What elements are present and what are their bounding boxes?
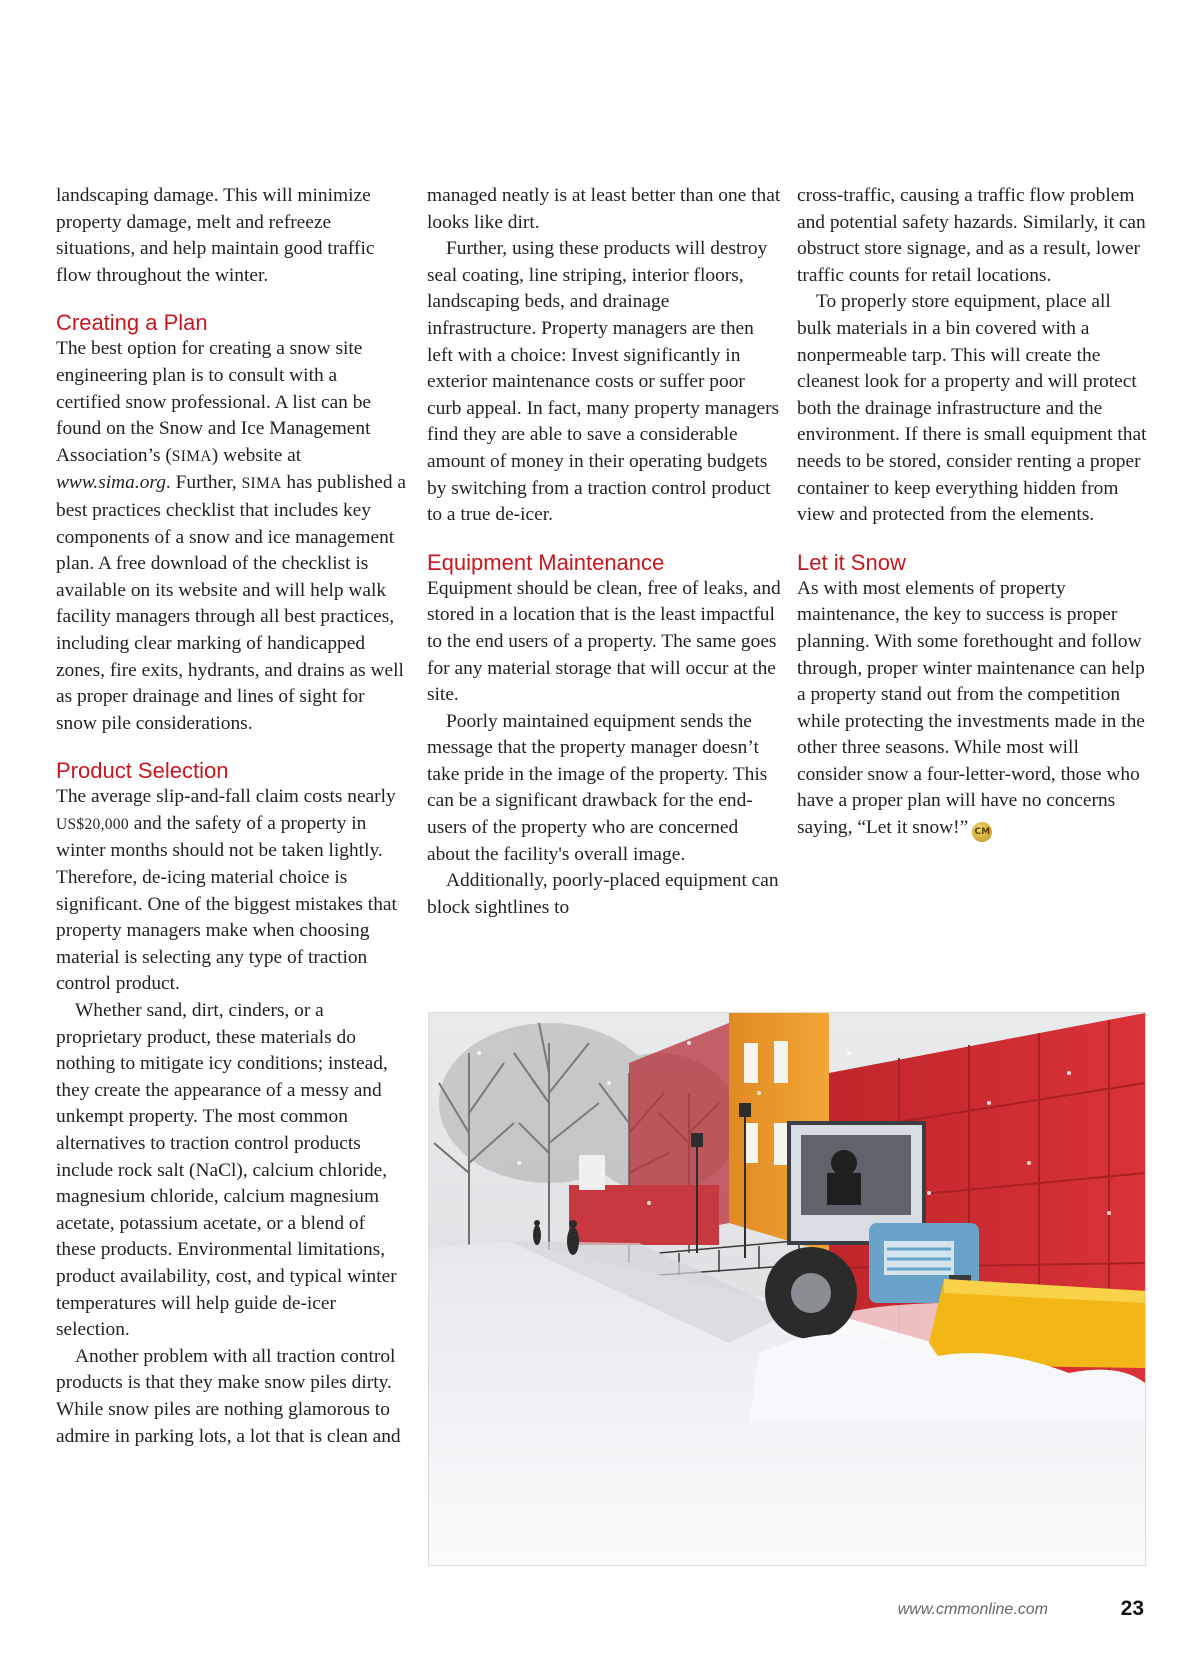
sima-website-link[interactable]: www.sima.org xyxy=(56,472,166,494)
column-3 xyxy=(797,183,1149,842)
heading-equipment-maintenance: Equipment Maintenance xyxy=(427,549,665,575)
heading-product-selection: Product Selection xyxy=(56,758,229,784)
snowplow-photo xyxy=(428,1012,1146,1566)
further-paragraph: Further, using these products will destroy seal coating, line striping, interior floors, landscaping beds, and drainage infrastructure. Property managers are then left with a choice: Invest significantly in exterior maintenance costs or suffer poor curb appeal. In fact, many property managers find they are able to save a considerable amount of money in their operating budgets by switching from a traction control product to a true de-icer. xyxy=(427,238,780,526)
page-number: 23 xyxy=(1120,1597,1144,1620)
heading-let-it-snow: Let it Snow xyxy=(797,549,906,575)
equipment-paragraph: Equipment should be clean, free of leaks, and stored in a location that is the least impactful to the end users of a property. The same goes for any material storage that will occur at the site. xyxy=(427,577,781,706)
additionally-paragraph: Additionally, poorly-placed equipment can block sightlines to xyxy=(427,870,779,918)
product-paragraph: The average slip-and-fall claim costs nearly US$20,000 and the safety of a property in winter months should not be taken lightly. Therefore, de-icing material choice is significant. One of the biggest mistakes that property managers make when choosing material is selecting any type of traction control product. xyxy=(56,786,397,995)
let-it-snow-paragraph: As with most elements of property maintenance, the key to success is proper planning. With some forethought and follow through, proper winter maintenance can help a property stand out from the competition while protecting the investments made in the other three seasons. While most will consider snow a four-letter-word, those who have a proper plan will have no concerns saying, “Let it snow!” CM xyxy=(797,576,1149,842)
cross-traffic-paragraph: cross-traffic, causing a traffic flow problem and potential safety hazards. Similarly, it can obstruct store signage, and as a result, lower traffic counts for retail locations. xyxy=(797,185,1146,286)
intro-paragraph: landscaping damage. This will minimize property damage, melt and refreeze situations, and help maintain good traffic flow throughout the winter. xyxy=(56,185,375,286)
heading-creating-a-plan: Creating a Plan xyxy=(56,310,208,336)
continued-paragraph: managed neatly is at least better than one that looks like dirt. xyxy=(427,185,781,233)
store-equipment-paragraph: To properly store equipment, place all bulk materials in a bin covered with a nonpermeable tarp. This will create the cleanest look for a property and will protect both the drainage infrastructure and the environment. If there is small equipment that needs to be stored, consider renting a proper container to keep everything hidden from view and protected from the elements. xyxy=(797,291,1147,526)
another-problem-paragraph: Another problem with all traction control products is that they make snow piles dirty. While snow piles are nothing glamorous to admire in parking lots, a lot that is clean and xyxy=(56,1345,401,1447)
plan-paragraph: The best option for creating a snow site engineering plan is to consult with a certified snow professional. A list can be found on the Snow and Ice Management Association’s (SIMA) website at www.sima.org. Further, SIMA has published a best practices checklist that includes key components of a snow and ice management plan. A free download of the checklist is available on its website and will help walk facility managers through all best practices, including clear marking of handicapped zones, fire exits, hydrants, and drains as well as proper drainage and lines of sight for snow pile considerations. xyxy=(56,338,406,734)
poorly-maintained-paragraph: Poorly maintained equipment sends the message that the property manager doesn’t take pride in the image of the property. This can be a significant drawback for the end-users of the property who are concerned about the facility's overall image. xyxy=(427,710,768,865)
whether-paragraph: Whether sand, dirt, cinders, or a proprietary product, these materials do nothing to mitigate icy conditions; instead, they create the appearance of a messy and unkempt property. The most common alternatives to traction control products include rock salt (NaCl), calcium chloride, magnesium chloride, calcium magnesium acetate, potassium acetate, or a blend of these products. Environmental limitations, product availability, cost, and typical winter temperatures will help guide de-icer selection. xyxy=(56,1000,397,1341)
column-1 xyxy=(56,183,406,1450)
footer-website[interactable]: www.cmmonline.com xyxy=(897,1601,1048,1618)
gatehouse-snow-roof xyxy=(579,1155,605,1190)
column-2 xyxy=(427,183,782,921)
end-mark-icon: CM xyxy=(972,822,992,842)
